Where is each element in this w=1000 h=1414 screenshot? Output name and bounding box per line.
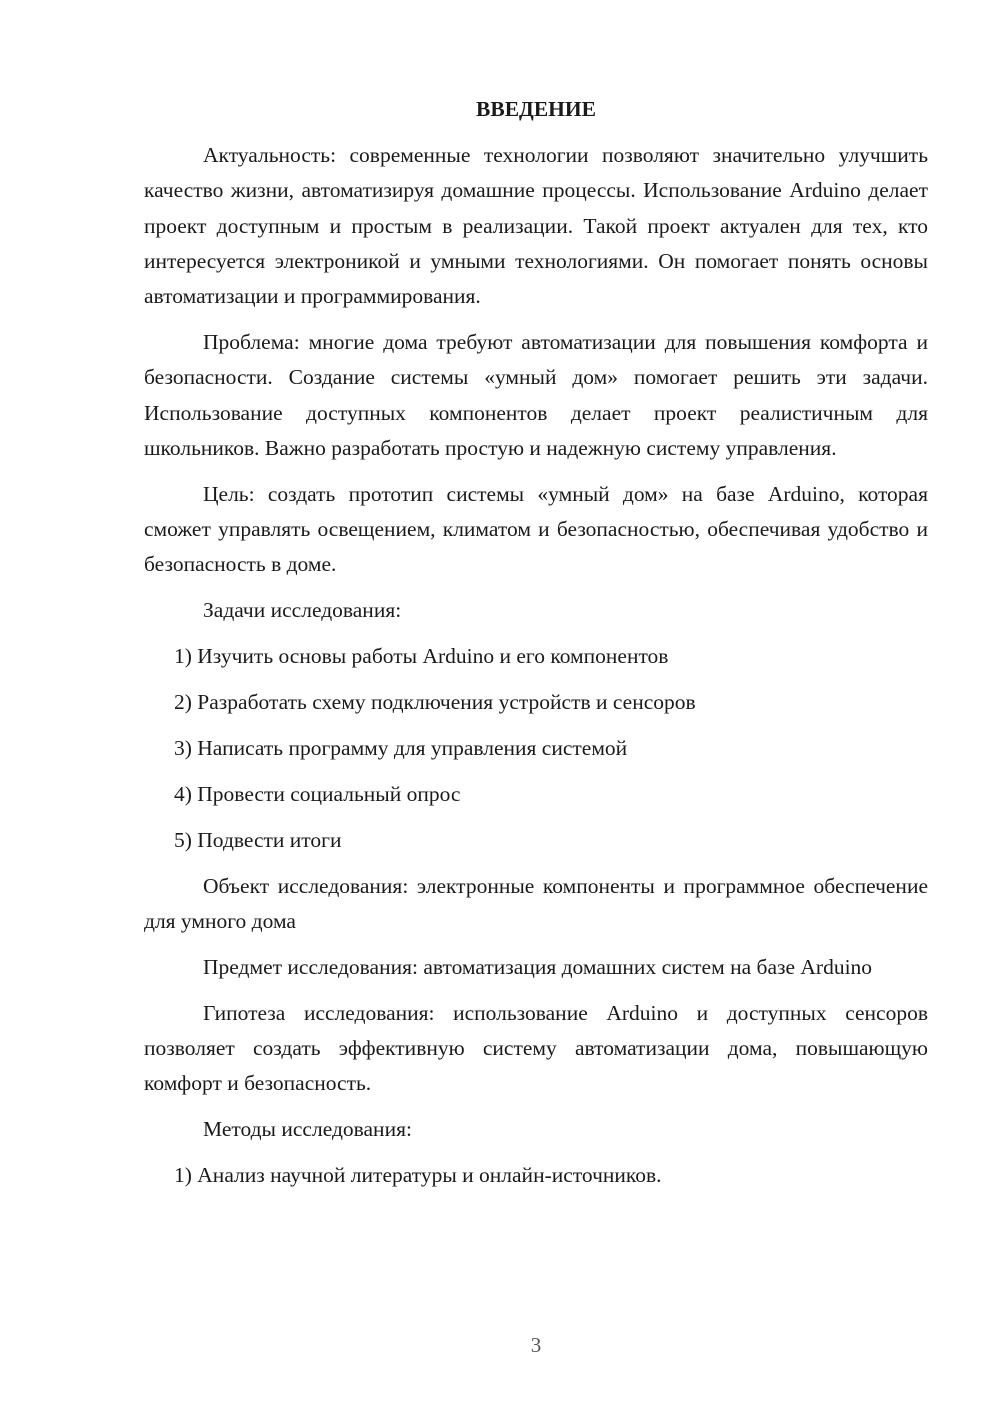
methods-title: Методы исследования: <box>203 1117 412 1142</box>
hypothesis-paragraph: Гипотеза исследования: использование Arduino и доступных сенсоров позволяет создать эффективную систему автоматизации дома, повышающую комфорт и безопасность. <box>144 1000 928 1096</box>
tasks-title: Задачи исследования: <box>203 598 402 623</box>
relevance-paragraph: Актуальность: современные технологии позволяют значительно улучшить качество жизни, автоматизируя домашние процессы. Использование Arduino делает проект доступным и простым в реализации. Такой проект актуален для тех, кто интересуется электроникой и умными технологиями. Он помогает понять основы автоматизации и программирования. <box>144 143 928 309</box>
section-heading: ВВЕДЕНИЕ <box>476 97 596 121</box>
page-number: 3 <box>530 1333 542 1357</box>
object-paragraph: Объект исследования: электронные компоненты и программное обеспечение для умного дома <box>144 873 928 933</box>
subject-paragraph: Предмет исследования: автоматизация домашних систем на базе Arduino <box>203 954 873 979</box>
method-item: 1) Анализ научной литературы и онлайн-источников. <box>174 1163 662 1188</box>
goal-paragraph: Цель: создать прототип системы «умный дом» на базе Arduino, которая сможет управлять освещением, климатом и безопасностью, обеспечивая удобство и безопасность в доме. <box>144 481 928 577</box>
document-page <box>144 92 928 1204</box>
problem-paragraph: Проблема: многие дома требуют автоматизации для повышения комфорта и безопасности. Создание системы «умный дом» помогает решить эти задачи. Использование доступных компонентов делает проект реалистичным для школьников. Важно разработать простую и надежную систему управления. <box>144 330 928 460</box>
task-item: 1) Изучить основы работы Arduino и его компонентов <box>174 644 669 669</box>
task-item: 3) Написать программу для управления системой <box>174 736 628 761</box>
task-item: 5) Подвести итоги <box>174 827 342 852</box>
task-item: 4) Провести социальный опрос <box>174 781 461 806</box>
task-item: 2) Разработать схему подключения устройств и сенсоров <box>174 690 696 715</box>
